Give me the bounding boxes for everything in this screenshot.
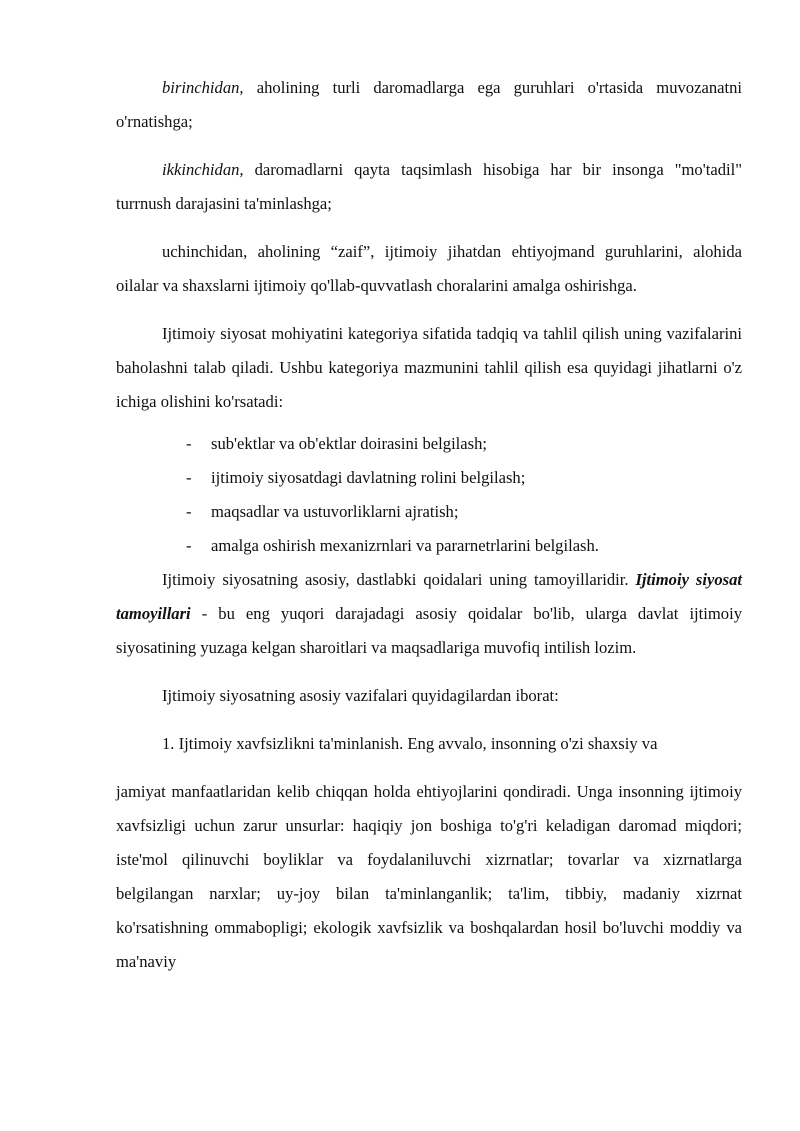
paragraph-mohiyat: Ijtimoiy siyosat mohiyatini kategoriya sifatida tadqiq va tahlil qilish uning vazifalarini baholashni talab qiladi. Ushbu kategoriya mazmunini tahlil qilish esa quyidagi jihatlarni o'z ichiga olishini ko'rsatadi: bbox=[116, 324, 742, 411]
paragraph-text: - bu eng yuqori darajadagi asosiy qoidalar bo'lib, ularga davlat ijtimoiy siyosatining yuzaga kelgan sharoitlari va maqsadlariga muvofiq intilish lozim. bbox=[116, 604, 742, 657]
list-item-text: maqsadlar va ustuvorliklarni ajratish; bbox=[211, 502, 459, 521]
list-marker: - bbox=[186, 434, 192, 453]
document-page bbox=[116, 71, 742, 979]
list-marker: - bbox=[186, 468, 192, 487]
list-item-text: ijtimoiy siyosatdagi davlatning rolini belgilash; bbox=[211, 468, 526, 487]
emphasis-tamoyillar: Ijtimoiy siyosat tamoyillari bbox=[116, 570, 742, 623]
paragraph-text: Ijtimoiy siyosatning asosiy, dastlabki qoidalari uning tamoyillaridir. bbox=[162, 570, 636, 589]
emphasis-ikkinchidan: ikkinchidan, bbox=[162, 160, 244, 179]
paragraph-xavfsizlik: 1. Ijtimoiy xavfsizlikni ta'minlanish. Eng avvalo, insonning o'zi shaxsiy va bbox=[162, 734, 658, 753]
dash-list bbox=[116, 427, 742, 563]
paragraph-text: aholining turli daromadlarga ega guruhlari o'rtasida muvozanatni o'rnatishga; bbox=[116, 78, 742, 131]
list-item-text: sub'ektlar va ob'ektlar doirasini belgilash; bbox=[211, 434, 488, 453]
paragraph-vazifalar: Ijtimoiy siyosatning asosiy vazifalari quyidagilardan iborat: bbox=[162, 686, 559, 705]
paragraph-text: daromadlarni qayta taqsimlash hisobiga har bir insonga "mo'tadil" turrnush darajasini ta'minlashga; bbox=[116, 160, 742, 213]
paragraph-ikkinchidan bbox=[116, 153, 742, 221]
paragraph-manfaatlar: jamiyat manfaatlaridan kelib chiqqan holda ehtiyojlarini qondiradi. Unga insonning ijtimoiy xavfsizligi uchun zarur unsurlar: haqiqiy jon boshiga to'g'ri keladigan daromad miqdori; iste'mol qilinuvchi boyliklar va foydalaniluvchi xizrnatlar; tovarlar va xizrnatlarga belgilangan narxlar; uy-joy bilan ta'minlanganlik; ta'lim, tibbiy, madaniy xizrnat ko'rsatishning ommabopligi; ekologik xavfsizlik va boshqalardan hosil bo'luvchi moddiy va ma'naviy bbox=[116, 782, 742, 971]
list-item bbox=[186, 461, 742, 495]
list-item bbox=[186, 495, 742, 529]
paragraph-tamoyillar bbox=[116, 563, 742, 665]
list-item-text: amalga oshirish mexanizrnlari va pararnetrlarini belgilash. bbox=[211, 536, 599, 555]
list-item bbox=[186, 529, 742, 563]
paragraph-birinchidan bbox=[116, 71, 742, 139]
paragraph-uchinchidan: uchinchidan, aholining “zaif”, ijtimoiy jihatdan ehtiyojmand guruhlarini, alohida oilalar va shaxslarni ijtimoiy qo'llab-quvvatlash choralarini amalga oshirishga. bbox=[116, 242, 742, 295]
emphasis-birinchidan: birinchidan, bbox=[162, 78, 244, 97]
list-item bbox=[186, 427, 742, 461]
list-marker: - bbox=[186, 536, 192, 555]
list-marker: - bbox=[186, 502, 192, 521]
